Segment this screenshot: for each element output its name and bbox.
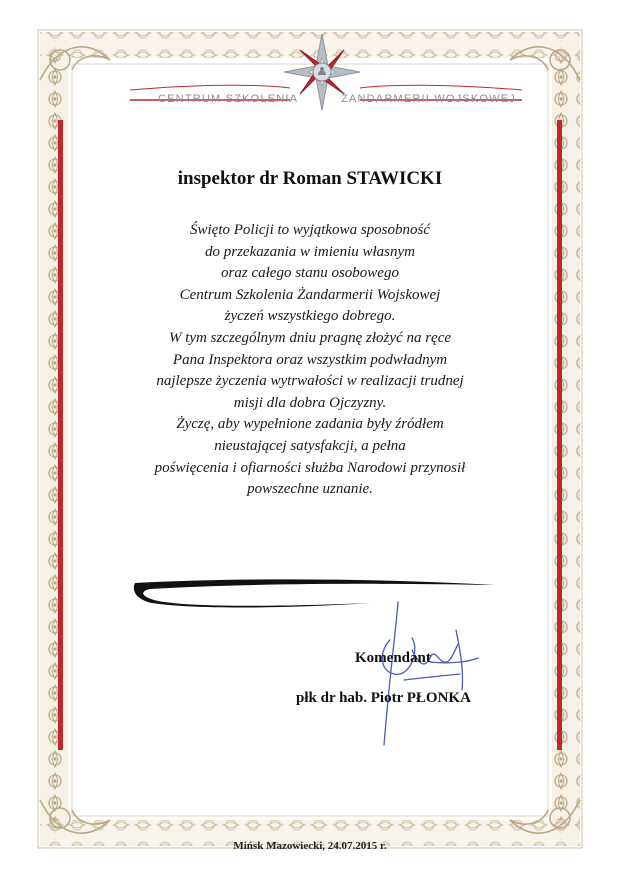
- addressee-heading: inspektor dr Roman STAWICKI: [177, 168, 443, 189]
- body-line: Pana Inspektora oraz wszystkim podwładnym: [172, 351, 448, 368]
- military-police-star-emblem-icon: [282, 30, 362, 120]
- body-line: życzeń wszystkiego dobrego.: [224, 308, 396, 325]
- signatory-name: płk dr hab. Piotr PŁONKA: [296, 690, 471, 706]
- body-line: poświęcenia i ofiarności służba Narodowi przynosił: [154, 459, 466, 476]
- body-line: W tym szczególnym dniu pragnę złożyć na ręce: [168, 329, 452, 346]
- handwritten-signature-icon: [360, 600, 480, 750]
- body-line: oraz całego stanu osobowego: [221, 265, 399, 282]
- body-line: najlepsze życzenia wytrwałości w realizacji trudnej: [156, 373, 464, 390]
- body-line: Życzę, aby wypełnione zadania były źródłem: [176, 416, 444, 433]
- body-line: nieustającej satysfakcji, a pełna: [214, 437, 406, 454]
- header-left-text: CENTRUM SZKOLENIA: [158, 93, 299, 105]
- body-line: Święto Policji to wyjątkowa sposobność: [190, 222, 430, 238]
- body-line: Centrum Szkolenia Żandarmerii Wojskowej: [179, 286, 441, 303]
- greeting-body: [110, 220, 510, 501]
- body-line: powszechne uznanie.: [247, 481, 373, 498]
- place-and-date: Mińsk Mazowiecki, 24.07.2015 r.: [233, 840, 387, 852]
- body-line: misji dla dobra Ojczyzny.: [233, 394, 387, 411]
- body-line: do przekazania w imieniu własnym: [205, 243, 415, 260]
- header-right-text: ŻANDARMERII WOJSKOWEJ: [341, 93, 516, 105]
- signatory-title: Komendant: [355, 650, 431, 666]
